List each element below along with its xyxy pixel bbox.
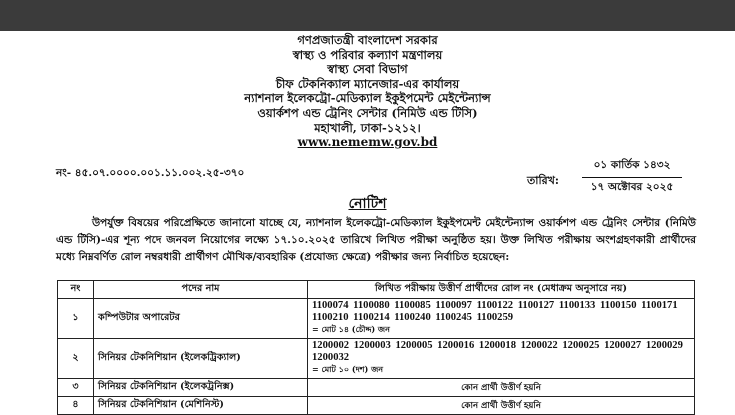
row-post: সিনিয়র টেকনিশিয়ান (ইলেকট্রনিক্স) xyxy=(94,379,308,397)
row-result: কোন প্রার্থী উত্তীর্ণ হয়নি xyxy=(308,379,695,397)
header-post: পদের নাম xyxy=(94,281,308,299)
row-post: সিনিয়র টেকনিশিয়ান (মেশিনিস্ট) xyxy=(94,397,308,415)
date-english: ১৭ অক্টোবর ২০২৫ xyxy=(590,181,674,193)
table-header-row xyxy=(58,281,695,299)
table-row xyxy=(58,397,695,415)
header-division: স্বাস্থ্য সেবা বিভাগ xyxy=(327,62,408,77)
row-post: সিনিয়র টেকনিশিয়ান (ইলেকট্রিক্যাল) xyxy=(94,339,308,379)
header-address: মহাখালী, ঢাকা-১২১২। xyxy=(314,120,421,135)
table-row xyxy=(58,379,695,397)
row-rolls: 1100074 1100080 1100085 1100097 1100122 1100127 1100133 1100150 1100171 1100210 1100214 1100240 1100245 1100259 xyxy=(312,300,678,323)
row-no: ৪ xyxy=(58,397,94,415)
results-table xyxy=(57,280,695,415)
row-post: কম্পিউটার অপারেটর xyxy=(94,299,308,339)
header-ministry: স্বাস্থ্য ও পরিবার কল্যাণ মন্ত্রণালয় xyxy=(292,47,443,62)
table-row xyxy=(58,299,695,339)
row-no: ২ xyxy=(58,339,94,379)
table-row xyxy=(58,339,695,379)
header-office: চীফ টেকনিক্যাল ম্যানেজার-এর কার্যালয় xyxy=(275,76,460,91)
notice-title xyxy=(0,192,735,216)
header-center: ওয়ার্কশপ এন্ড ট্রেনিং সেন্টার (নিমিউ এন্ড টিসি) xyxy=(257,105,478,120)
notice-body xyxy=(56,215,696,266)
office-header xyxy=(150,33,585,150)
row-rolls: 1200002 1200003 1200005 1200016 1200018 1200022 1200025 1200027 1200029 1200032 xyxy=(312,340,683,363)
website-link[interactable]: www.nememw.gov.bd xyxy=(297,135,438,150)
notice-body-text: উপর্যুক্ত বিষয়ের পরিপ্রেক্ষিতে জানানো যাচ্ছে যে, ন্যাশনাল ইলেকট্রো-মেডিক্যাল ইকুইপমেন্ট মেইন্টেন্যান্স ওয়ার্কশপ এন্ড ট্রেনিং সেন্টার (নিমিউ এন্ড টিসি)-এর শূন্য পদে জনবল নিয়োগের লক্ষ্যে ১৭.১০.২০২৫ তারিখে লিখিত পরীক্ষা অনুষ্ঠিত হয়। উক্ত লিখিত পরীক্ষায় অংশগ্রহণকারী প্রার্থীদের মধ্যে নিম্নবর্ণিত রোল নম্বরধারী প্রার্থীগণ মৌখিক/ব্যবহারিক (প্রযোজ্য ক্ষেত্রে) পরীক্ষার জন্য নির্বাচিত হয়েছেন: xyxy=(56,217,696,263)
date-bangla: ০১ কার্তিক ১৪৩২ xyxy=(582,158,682,178)
row-no: ১ xyxy=(58,299,94,339)
row-no: ৩ xyxy=(58,379,94,397)
header-institute: ন্যাশনাল ইলেকট্রো-মেডিক্যাল ইকুইপমেন্ট মেইন্টেন্যান্স xyxy=(244,91,491,106)
memo-number: নং- ৪৫.০৭.০০০০.০০১.১১.০০২.২৫-৩৭০ xyxy=(56,167,245,179)
date-label: তারিখ: xyxy=(527,174,559,187)
top-dark-bar xyxy=(0,0,735,31)
header-rolls: লিখিত পরীক্ষায় উত্তীর্ণ প্রার্থীদের রোল নং (মেধাক্রম অনুসারে নয়) xyxy=(308,281,695,299)
row-rolls-cell xyxy=(308,299,695,339)
notice-title-text: নোটিশ xyxy=(348,196,387,212)
row-total: = মোট ১০ (দশ) জন xyxy=(312,364,384,374)
header-govt: গণপ্রজাতন্ত্রী বাংলাদেশ সরকার xyxy=(297,33,438,47)
row-result: কোন প্রার্থী উত্তীর্ণ হয়নি xyxy=(308,397,695,415)
row-rolls-cell xyxy=(308,339,695,379)
row-total: = মোট ১৪ (চৌদ্দ) জন xyxy=(312,324,390,334)
header-no: নং xyxy=(58,281,94,299)
